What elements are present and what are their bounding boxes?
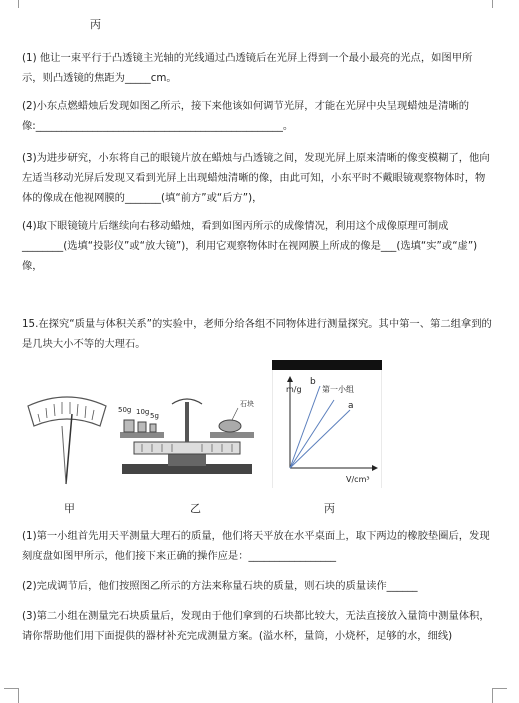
line-b-label: b xyxy=(310,377,316,387)
corner-mark-top-right xyxy=(492,0,507,8)
top-figure-label: 丙 xyxy=(90,18,101,31)
sub-question-2: (2)完成调节后，他们按照图乙所示的方法来称量石块的质量，则石块的质量读作______ xyxy=(22,580,418,592)
line-group1-label: 第一小组 xyxy=(322,385,354,394)
weight-label-10g: 10g xyxy=(136,408,150,416)
caption-b: 乙 xyxy=(190,502,201,515)
corner-mark-bottom-right xyxy=(492,688,507,703)
question-part-2: (2)小东点燃蜡烛后发现如图乙所示，接下来他该如何调节光屏，才能在光屏中央呈现蜡烛是清晰的像:________________________________________________。 xyxy=(22,100,470,132)
corner-mark-bottom-left xyxy=(4,688,19,703)
caption-a: 甲 xyxy=(64,502,75,515)
weight-label-50g: 50g xyxy=(118,406,132,414)
graph-x-label: V/cm³ xyxy=(346,475,370,484)
stone-label: 石块 xyxy=(240,400,254,408)
question-15-stem: 15.在探究“质量与体积关系”的实验中，老师分给各组不同物体进行测量探究。其中第一、第二组拿到的是几块大小不等的大理石。 xyxy=(22,318,492,350)
sub-question-1: (1)第一小组首先用天平测量大理石的质量，他们将天平放在水平桌面上，取下两边的橡胶垫圈后，发现刻度盘如图甲所示，他们接下来正确的操作应是：_________________ xyxy=(22,530,490,562)
figure-balance-weighing xyxy=(112,392,262,478)
question-part-3: (3)为进步研究，小东将自己的眼镜片放在蜡烛与凸透镜之间，发现光屏上原来清晰的像变模糊了，他向左适当移动光屏后发现又看到光屏上出现蜡烛清晰的像，由此可知，小东平时不戴眼镜观察物体时，物体的像成在他视网膜的_______(填“前方”或“后方”)， xyxy=(22,152,490,204)
figure-balance-dial xyxy=(24,394,110,490)
weight-label-5g: 5g xyxy=(150,412,159,420)
question-part-1: (1) 他让一束平行于凸透镜主光轴的光线通过凸透镜后在光屏上得到一个最小最亮的光点，如图甲所示，则凸透镜的焦距为_____cm。 xyxy=(22,52,473,84)
figure-mass-volume-graph xyxy=(272,360,382,488)
line-a-label: a xyxy=(348,401,354,411)
graph-y-label: m/g xyxy=(286,385,302,394)
caption-c: 丙 xyxy=(324,502,335,515)
sub-question-3: (3)第二小组在测量完石块质量后，发现由于他们拿到的石块都比较大，无法直接放入量筒中测量体积，请你帮助他们用下面提供的器材补充完成测量方案。(溢水杯，量筒，小烧杯，足够的水，细线) xyxy=(22,610,490,642)
corner-mark-top-left xyxy=(4,0,19,8)
question-part-4: (4)取下眼镜镜片后继续向右移动蜡烛，看到如图丙所示的成像情况，利用这个成像原理可制成________(选填“投影仪”或“放大镜”)，利用它观察物体时在视网膜上所成的像是___(选填“实”或“虚”)像， xyxy=(22,220,478,272)
